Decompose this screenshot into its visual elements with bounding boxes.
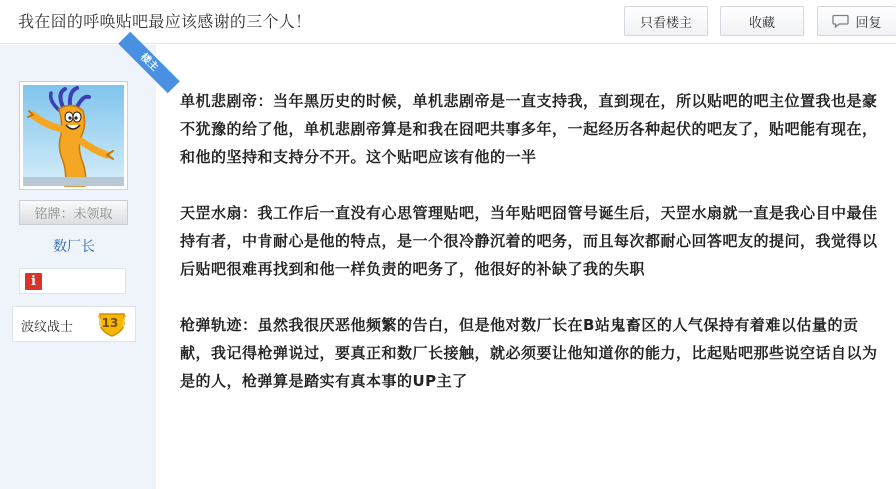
only-op-button[interactable]: 只看楼主 [624, 6, 708, 36]
author-icons [19, 268, 126, 294]
level-title: 波纹战士 [21, 320, 74, 335]
favorite-button[interactable]: 收藏 [720, 6, 804, 36]
medal-label[interactable]: 铭牌：未领取 [19, 200, 128, 225]
post-paragraph: 枪弹轨迹：虽然我很厌恶他频繁的告白，但是他对数厂长在B站鬼畜区的人气保持有着难以估量的贡献，我记得枪弹说过，要真正和数厂长接触，就必须要让他知道你的能力，比起贴吧那些说空话自以为是的人，枪弹算是踏实有真本事的UP主了 [180, 316, 878, 390]
post-paragraph: 单机悲剧帝：当年黑历史的时候，单机悲剧帝是一直支持我，直到现在，所以贴吧的吧主位置我也是豪不犹豫的给了他，单机悲剧帝算是和我在囧吧共事多年，一起经历各种起伏的吧友了，贴吧能有现在，和他的坚持和支持分不开。这个贴吧应该有他的一半 [180, 92, 878, 166]
info-icon[interactable]: i [25, 273, 42, 290]
thread-header [0, 0, 896, 44]
op-badge: 楼主 [118, 32, 180, 94]
post-content [180, 87, 886, 423]
level-badge-box[interactable] [12, 306, 136, 342]
avatar[interactable] [19, 81, 128, 190]
avatar-image [23, 85, 124, 186]
post-paragraph: 天罡水扇：我工作后一直没有心思管理贴吧，当年贴吧囧管号诞生后，天罡水扇就一直是我心目中最佳持有者，中肯耐心是他的特点，是一个很冷静沉着的吧务，而且每次都耐心回答吧友的提问，我觉得以后贴吧很难再找到和他一样负责的吧务了，他很好的补缺了我的失职 [180, 204, 878, 278]
level-shield-icon [97, 311, 131, 337]
author-name[interactable]: 数厂长 [53, 239, 95, 255]
thread-title: 我在囧的呼唤贴吧最应该感谢的三个人！ [18, 12, 312, 31]
level-number: 13 [101, 316, 119, 330]
speech-bubble-icon [832, 14, 849, 28]
reply-label: 回复 [855, 15, 882, 31]
reply-button[interactable] [817, 6, 896, 36]
